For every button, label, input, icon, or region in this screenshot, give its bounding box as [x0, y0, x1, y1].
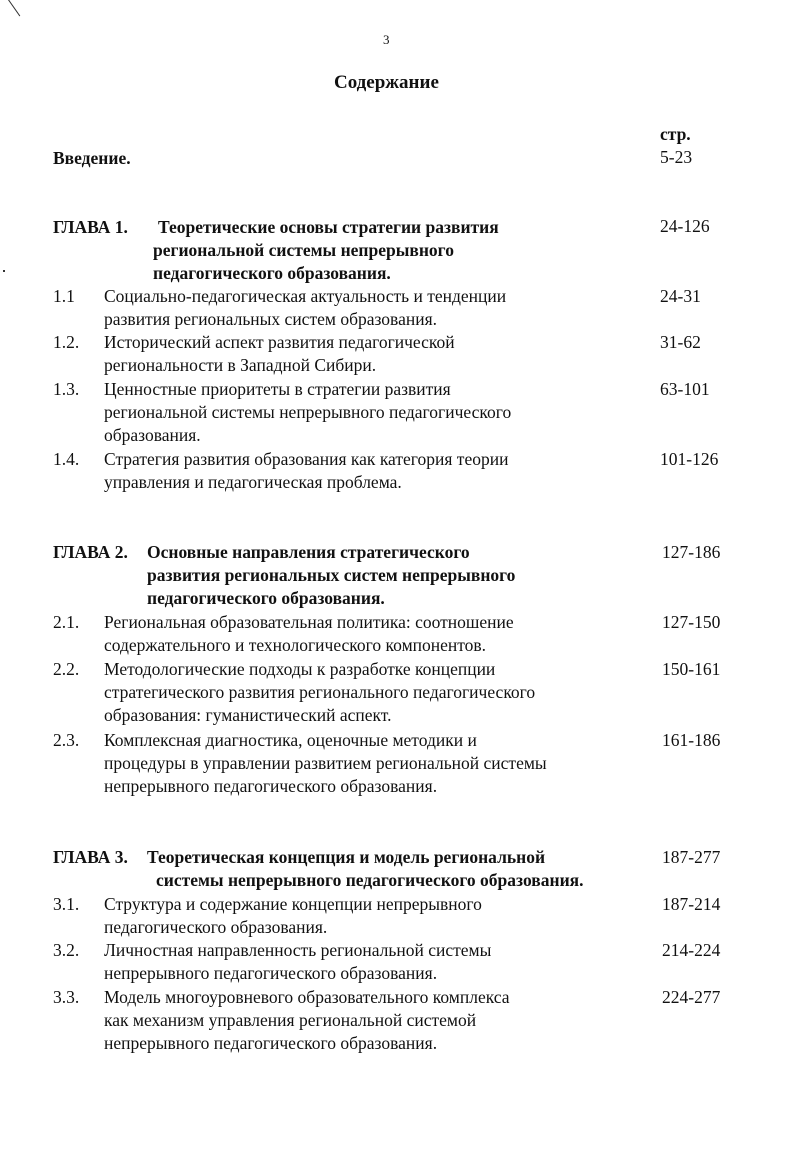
section-line: непрерывного педагогического образования. [104, 963, 438, 983]
section-number: 2.1. [53, 612, 80, 632]
chapter-label: ГЛАВА 1. [53, 217, 128, 237]
section-line: процедуры в управлении развитием региональной системы [104, 753, 547, 773]
page-column-header: стр. [660, 124, 691, 144]
section-pages: 24-31 [660, 286, 701, 306]
section-pages: 150-161 [662, 659, 721, 679]
chapter-title-line: педагогического образования. [147, 588, 385, 608]
chapter-pages: 127-186 [662, 542, 721, 562]
chapter-pages: 24-126 [660, 216, 710, 236]
intro-pages: 5-23 [660, 147, 693, 167]
chapter-label: ГЛАВА 2. [53, 542, 128, 562]
section-pages: 31-62 [660, 332, 701, 352]
section-line: образования. [104, 425, 201, 445]
section-line: Социально-педагогическая актуальность и тенденции [104, 286, 507, 306]
chapter-pages: 187-277 [662, 847, 721, 867]
section-line: Модель многоуровневого образовательного комплекса [104, 987, 510, 1007]
section-pages: 127-150 [662, 612, 721, 632]
section-number: 2.3. [53, 730, 80, 750]
section-number: 3.1. [53, 894, 80, 914]
chapter-label: ГЛАВА 3. [53, 847, 128, 867]
chapter-title-line: Теоретическая концепция и модель региональной [147, 847, 546, 867]
section-pages: 63-101 [660, 379, 710, 399]
section-number: 3.3. [53, 987, 80, 1007]
section-number: 1.1 [53, 286, 75, 306]
section-line: управления и педагогическая проблема. [104, 472, 402, 492]
chapter-title-line: региональной системы непрерывного [153, 240, 454, 260]
section-line: региональности в Западной Сибири. [104, 355, 377, 375]
page-number: 3 [383, 32, 390, 47]
section-number: 1.2. [53, 332, 80, 352]
section-line: Региональная образовательная политика: соотношение [104, 612, 514, 632]
scan-artifact-line [8, 0, 20, 16]
chapter-title-line: системы непрерывного педагогического образования. [156, 870, 584, 890]
section-number: 3.2. [53, 940, 80, 960]
scan-artifact-dot [3, 270, 5, 272]
chapter-title-line: Основные направления стратегического [147, 542, 470, 562]
section-pages: 101-126 [660, 449, 719, 469]
section-pages: 161-186 [662, 730, 721, 750]
chapter-title-line: педагогического образования. [153, 263, 391, 283]
section-line: образования: гуманистический аспект. [104, 705, 392, 725]
page-title: Содержание [334, 72, 439, 93]
section-line: непрерывного педагогического образования. [104, 1033, 438, 1053]
section-pages: 214-224 [662, 940, 721, 960]
section-number: 1.4. [53, 449, 80, 469]
section-number: 2.2. [53, 659, 80, 679]
section-line: Стратегия развития образования как категория теории [104, 449, 509, 469]
section-line: Комплексная диагностика, оценочные методики и [104, 730, 477, 750]
intro-label: Введение. [53, 148, 131, 168]
section-pages: 187-214 [662, 894, 721, 914]
section-line: Ценностные приоритеты в стратегии развития [104, 379, 451, 399]
chapter-title-line: развития региональных систем непрерывного [147, 565, 516, 585]
section-pages: 224-277 [662, 987, 721, 1007]
section-line: Структура и содержание концепции непрерывного [104, 894, 482, 914]
chapter-title-line: Теоретические основы стратегии развития [158, 217, 499, 237]
section-line: Личностная направленность региональной системы [104, 940, 492, 960]
section-line: непрерывного педагогического образования. [104, 776, 438, 796]
section-line: Методологические подходы к разработке концепции [104, 659, 496, 679]
section-number: 1.3. [53, 379, 80, 399]
section-line: содержательного и технологического компонентов. [104, 635, 487, 655]
section-line: стратегического развития регионального педагогического [104, 682, 536, 702]
section-line: педагогического образования. [104, 917, 328, 937]
section-line: региональной системы непрерывного педагогического [104, 402, 512, 422]
section-line: развития региональных систем образования. [104, 309, 438, 329]
section-line: как механизм управления региональной системой [104, 1010, 477, 1030]
section-line: Исторический аспект развития педагогической [104, 332, 455, 352]
